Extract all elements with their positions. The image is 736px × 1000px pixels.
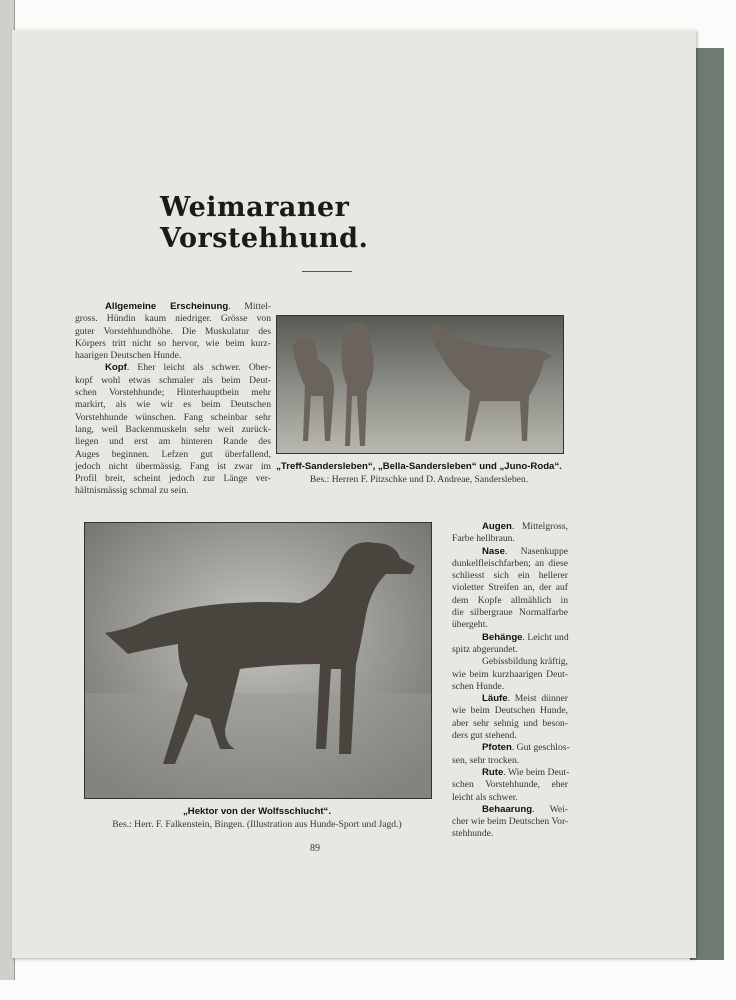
section-heading: Kopf <box>105 362 127 374</box>
title-divider <box>302 271 352 272</box>
text-line: dunkelfleischfarben; an diese <box>452 557 568 569</box>
text-line: übergeht. <box>452 619 488 631</box>
text-line: schliesst sich ein hellerer <box>452 570 568 582</box>
text-line: Augen. Mittelgross, <box>482 521 568 532</box>
section-heading: Läufe <box>482 693 508 705</box>
text-line: sen, sehr trocken. <box>452 754 520 766</box>
text-line: haarigen Deutschen Hunde. <box>75 350 182 362</box>
text-line: leicht als schwer. <box>452 791 518 803</box>
section-heading: Pfoten <box>482 742 512 754</box>
text-line: schen Vorstehhunde, eher <box>452 779 568 791</box>
text-line: Kopf. Eher leicht als schwer. Ober- <box>105 362 271 374</box>
text-line: Pfoten. Gut geschlos- <box>482 742 570 754</box>
text-line: Behänge. Leicht und <box>482 631 569 643</box>
section-heading: Nase <box>482 545 505 557</box>
text-line: Allgemeine Erscheinung. Mittel- <box>105 301 271 312</box>
page-title: Weimaraner Vorstehhund. <box>160 192 369 254</box>
text-line: Gebissbildung kräftig, <box>482 656 568 668</box>
text-line: cher wie beim Deutschen Vor- <box>452 816 569 828</box>
text-line: Profil breit, scheint jedoch zur Länge ver- <box>75 473 271 485</box>
text-line: Farbe hellbraun. <box>452 533 515 545</box>
text-line: gross. Hündin kaum niedriger. Grösse von <box>75 313 271 325</box>
text-line: wie beim kurzhaarigen Deut- <box>452 668 568 680</box>
text-line: aber sehr sehnig und beson- <box>452 717 568 729</box>
top-caption-owner: Bes.: Herren F. Pitzschke und D. Andreae, Sandersleben. <box>309 474 529 485</box>
top-caption-names: „Treff-Sandersleben“, „Bella-Sandersleben“ und „Juno-Roda“. <box>276 461 562 472</box>
section-heading: Allgemeine Erscheinung <box>105 301 229 312</box>
text-line: schen Vorstehhunde; Hinterhauptbein mehr <box>75 387 271 399</box>
text-line: dem Kopfe allmählich in <box>452 594 568 606</box>
section-heading: Augen <box>482 521 512 532</box>
left-text-column <box>75 301 271 498</box>
text-line: Auges beginnen. Lefzen gut überfallend, <box>75 448 271 460</box>
text-line: ders gut stehend. <box>452 730 517 742</box>
text-line: jedoch nicht übermässig. Fang ist zwar im <box>75 460 271 472</box>
text-line: Rute. Wie beim Deut- <box>482 766 570 778</box>
page-number: 89 <box>310 843 320 854</box>
text-line: wie beim Deutschen Hunde, <box>452 705 568 717</box>
section-heading: Rute <box>482 766 504 778</box>
section-heading: Behänge <box>482 631 523 643</box>
text-line: Vorstehhunde wünschen. Fang scheinbar sehr <box>75 411 271 423</box>
section-heading: Behaarung <box>482 803 533 815</box>
text-line: Läufe. Meist dünner <box>482 693 568 705</box>
text-line: hältnismässig schmal zu sein. <box>75 485 189 497</box>
bottom-caption-owner: Bes.: Herr. F. Falkenstein, Bingen. (Illustration aus Hunde-Sport und Jagd.) <box>112 819 402 830</box>
text-line: markirt, als wie wir es beim Deutschen <box>75 399 271 411</box>
text-line: liegen und erst am hinteren Rande des <box>75 436 271 448</box>
text-line: Körpers tritt nicht so hervor, wie beim kurz- <box>75 337 271 349</box>
top-photo-caption <box>276 461 562 485</box>
text-line: lang, weil Backenmuskeln sehr weit zurück- <box>75 423 271 435</box>
text-line: stehhunde. <box>452 828 494 840</box>
text-line: violetter Streifen an, der auf <box>452 582 568 594</box>
text-line: spitz abgerundet. <box>452 643 518 655</box>
text-line: Behaarung. Wei- <box>482 803 568 815</box>
bottom-caption-name: „Hektor von der Wolfsschlucht“. <box>182 806 331 817</box>
three-dogs-photo <box>276 315 564 454</box>
bottom-photo-caption <box>84 806 430 830</box>
text-line: kopf wohl etwas schmaler als beim Deut- <box>75 374 271 386</box>
text-line: guter Vorstehhundhöhe. Die Muskulatur des <box>75 325 271 337</box>
hektor-dog-photo <box>84 522 432 799</box>
text-line: schen Hunde. <box>452 680 505 692</box>
right-text-column <box>452 521 568 841</box>
text-line: die silbergraue Normalfarbe <box>452 607 568 619</box>
text-line: Nase. Nasenkuppe <box>482 545 568 557</box>
